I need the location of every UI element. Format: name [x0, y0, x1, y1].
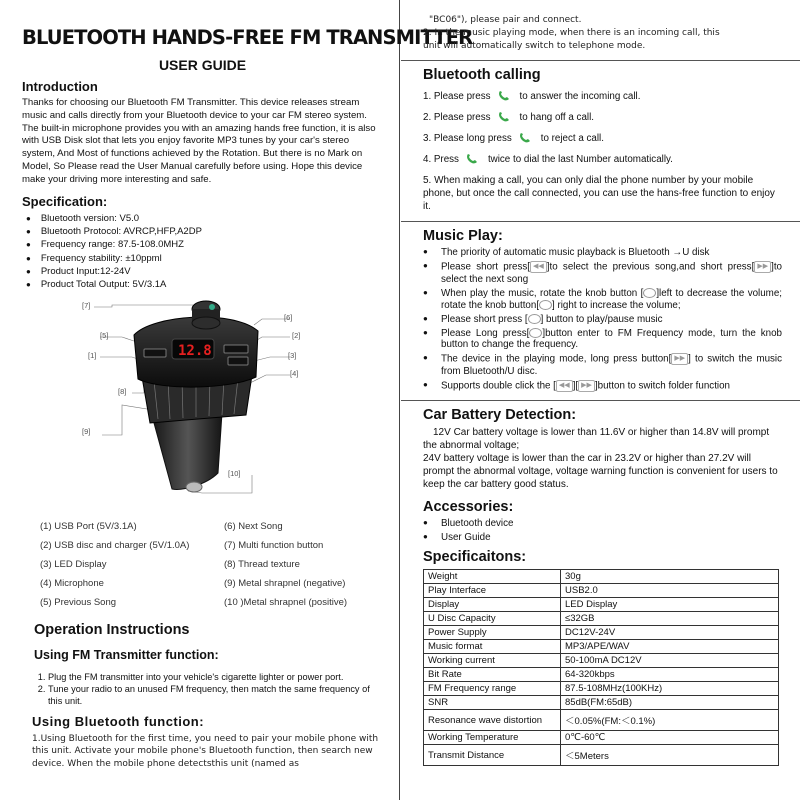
calling-text: 3. Please long press — [423, 132, 512, 144]
legend-item: (2) USB disc and charger (5V/1.0A) — [40, 539, 190, 551]
spec-name: Display — [424, 598, 561, 612]
spec-name: Music format — [424, 640, 561, 654]
table-row — [424, 612, 779, 626]
fm-steps-list — [22, 672, 383, 708]
spec-value: USB2.0 — [561, 584, 779, 598]
operation-instructions-heading: Operation Instructions — [34, 621, 190, 638]
legend-item: (1) USB Port (5V/3.1A) — [40, 520, 137, 532]
specifications-heading: Specificaitons: — [423, 549, 527, 566]
spec-name: U Disc Capacity — [424, 612, 561, 626]
spec-value: LED Display — [561, 598, 779, 612]
music-item — [423, 353, 782, 377]
music-text: ][ — [572, 380, 579, 392]
specification-list — [26, 212, 383, 291]
spec-item: ● Frequency stability: ±10ppml — [26, 252, 383, 265]
callout-3: [3] — [288, 350, 297, 360]
spec-value: 30g — [561, 570, 779, 584]
music-text: The priority of automatic music playback is Bluetooth →U disk — [441, 247, 710, 259]
callout-9: [9] — [82, 426, 91, 436]
battery-text-24v: 24V battery voltage is lower than the car in 23.2V or higher than 27.2V will prompt the abnormal voltage, voltage warning function is convenient for users to keep the car battery good status. — [423, 453, 778, 491]
callout-10: [10] — [228, 468, 241, 478]
introduction-text: Thanks for choosing our Bluetooth FM Transmitter. This device releases stream music and calls directly from your Bluetooth device to your car FM stereo system. The built-in microphone provides you with an amazing hands free function, it is also with USB Disk slot that lets you enjoy favorite MP3 tunes by your car's stereo system, And Most of functions achieved by the Rotation. But there is no Mark on Model, So Please read the User Manual carefully before using. Hope this device make your driving more interesting and safe. — [22, 97, 376, 185]
introduction-heading: Introduction — [22, 79, 98, 94]
table-row — [424, 640, 779, 654]
music-item — [423, 328, 782, 352]
music-text: ]to select the previous song,and short press[ — [546, 261, 755, 273]
text-line: "BC06"), please pair and connect. — [429, 15, 582, 25]
calling-item — [423, 90, 782, 102]
music-text: Please short press [ — [441, 313, 528, 325]
text-line: unit will automatically switch to telephone mode. — [423, 40, 646, 51]
spec-item: ● Bluetooth Protocol: AVRCP,HFP,A2DP — [26, 225, 383, 238]
music-text: When play the music, rotate the knob button [ — [441, 287, 644, 299]
calling-item — [423, 132, 782, 144]
parts-legend — [40, 521, 383, 608]
spec-value: ＜5Meters — [561, 745, 779, 766]
phone-icon — [465, 153, 479, 165]
music-text: ]button enter to FM Frequency mode, turn the knob button to change the frequency. — [441, 327, 783, 351]
music-text: Supports double click the [ — [441, 380, 556, 392]
bluetooth-calling-heading: Bluetooth calling — [423, 67, 541, 84]
accessory-item: ● User Guide — [423, 532, 782, 544]
calling-text: 1. Please press — [423, 90, 491, 102]
music-item — [423, 247, 782, 259]
calling-text: to hang off a call. — [519, 111, 594, 123]
music-text: The device in the playing mode, long press button[ — [441, 353, 672, 365]
spec-item: ● Frequency range: 87.5-108.0MHZ — [26, 238, 383, 251]
callout-8: [8] — [118, 386, 127, 396]
spec-name: Weight — [424, 570, 561, 584]
text-line: 2. In the music playing mode, when there is an incoming call, this — [423, 27, 720, 38]
next-song-icon: ▶▶ — [754, 261, 771, 273]
legend-item: (4) Microphone — [40, 577, 104, 589]
music-text: ]button to switch folder function — [594, 380, 730, 392]
calling-item — [423, 153, 782, 165]
legend-item: (10 )Metal shrapnel (positive) — [224, 596, 348, 608]
legend-item: (3) LED Display — [40, 558, 107, 570]
music-play-heading: Music Play: — [423, 228, 503, 245]
fm-transmitter-illustration — [22, 295, 384, 517]
spec-item: ● Bluetooth version: V5.0 — [26, 212, 383, 225]
legend-item: (6) Next Song — [224, 520, 283, 532]
table-row — [424, 696, 779, 710]
table-row — [424, 570, 779, 584]
spec-name: Power Supply — [424, 626, 561, 640]
spec-name: FM Frequency range — [424, 682, 561, 696]
music-text: Please short press[ — [441, 261, 530, 273]
table-row — [424, 745, 779, 766]
knob-icon — [643, 288, 656, 298]
spec-name: Play Interface — [424, 584, 561, 598]
music-item — [423, 288, 782, 312]
specification-heading: Specification: — [22, 194, 108, 210]
music-text: ]left to decrease the volume; rotate the knob button[ — [441, 287, 782, 311]
phone-icon — [497, 90, 511, 102]
table-row — [424, 668, 779, 682]
spec-item: ● Product Input:12-24V — [26, 265, 383, 278]
legend-item: (8) Thread texture — [224, 558, 300, 570]
legend-item: (7) Multi function button — [224, 539, 324, 551]
table-row — [424, 584, 779, 598]
next-song-icon: ▶▶ — [578, 380, 595, 392]
fm-step: 1. Plug the FM transmitter into your vehicle's cigarette lighter or power port. — [48, 672, 383, 684]
music-text: Please Long press[ — [441, 327, 530, 339]
fm-transmitter-heading: Using FM Transmitter function: — [34, 647, 219, 662]
music-item — [423, 261, 782, 285]
calling-text: 4. Press — [423, 153, 459, 165]
section-divider — [401, 400, 800, 401]
phone-icon — [497, 111, 511, 123]
calling-text: twice to dial the last Number automatically. — [487, 153, 673, 165]
document-title: BLUETOOTH HANDS-FREE FM TRANSMITTER — [22, 26, 473, 49]
music-text: ] right to increase the volume; — [552, 299, 681, 311]
music-text: ]to select the next song — [441, 261, 782, 285]
section-divider — [401, 60, 800, 61]
callout-4: [4] — [290, 368, 299, 378]
knob-icon — [528, 314, 541, 324]
music-item — [423, 314, 782, 326]
spec-value: 64-320kbps — [561, 668, 779, 682]
spec-name: Bit Rate — [424, 668, 561, 682]
calling-item — [423, 111, 782, 123]
spec-value: ＜0.05%(FM:＜0.1%) — [561, 710, 779, 731]
table-row — [424, 731, 779, 745]
spec-value: 50-100mA DC12V — [561, 654, 779, 668]
music-text: ] button to play/pause music — [540, 313, 663, 325]
bluetooth-function-text: 1.Using Bluetooth for the first time, you need to pair your mobile phone with this unit. Activate your mobile phone's Bluetooth function, then search new device. When the mobile phone detectsthis unit (named as — [32, 733, 379, 769]
spec-name: SNR — [424, 696, 561, 710]
music-text: ] to switch the music from Bluetooth/U disc. — [441, 353, 783, 377]
calling-list — [423, 90, 782, 165]
spec-value: 87.5-108MHz(100KHz) — [561, 682, 779, 696]
accessory-item: ● Bluetooth device — [423, 518, 782, 530]
table-row — [424, 654, 779, 668]
accessories-heading: Accessories: — [423, 499, 514, 516]
phone-icon — [518, 132, 532, 144]
spec-name: Transmit Distance — [424, 745, 561, 766]
product-diagram — [22, 295, 383, 517]
callout-7: [7] — [82, 300, 91, 310]
spec-name: Resonance wave distortion — [424, 710, 561, 731]
calling-text: 2. Please press — [423, 111, 491, 123]
user-guide-subtitle: USER GUIDE — [158, 57, 247, 73]
battery-detection-heading: Car Battery Detection: — [423, 407, 577, 424]
specifications-table — [423, 569, 779, 766]
table-row — [424, 626, 779, 640]
music-play-list — [423, 247, 782, 392]
spec-value: ≤32GB — [561, 612, 779, 626]
right-page — [401, 0, 800, 800]
fm-step: 2. Tune your radio to an unused FM frequency, then match the same frequency of this unit. — [48, 684, 383, 708]
calling-text: to reject a call. — [540, 132, 604, 144]
table-row — [424, 598, 779, 612]
knob-icon — [529, 328, 542, 338]
spec-value: MP3/APE/WAV — [561, 640, 779, 654]
spec-name: Working current — [424, 654, 561, 668]
legend-item: (5) Previous Song — [40, 596, 117, 608]
battery-text-12v: 12V Car battery voltage is lower than 11.6V or higher than 14.8V will prompt the abnormal voltage; — [423, 427, 770, 452]
spec-value: 85dB(FM:65dB) — [561, 696, 779, 710]
spec-value: DC12V-24V — [561, 626, 779, 640]
next-song-icon: ▶▶ — [671, 353, 688, 365]
led-display-value: 12.8 — [178, 342, 212, 359]
table-row — [424, 710, 779, 731]
spec-name: Working Temperature — [424, 731, 561, 745]
section-divider — [401, 221, 800, 222]
knob-icon — [539, 300, 552, 310]
previous-song-icon: ◀◀ — [530, 261, 547, 273]
pairing-continued-text — [423, 14, 782, 52]
music-item — [423, 380, 782, 393]
callout-6: [6] — [284, 312, 293, 322]
callout-1: [1] — [88, 350, 97, 360]
callout-5: [5] — [100, 330, 109, 340]
spec-value: 0℃-60℃ — [561, 731, 779, 745]
table-row — [424, 682, 779, 696]
previous-song-icon: ◀◀ — [556, 380, 573, 392]
calling-note: 5. When making a call, you can only dial the phone number by your mobile phone, but once the call connected, you can use the hans-free function to enjoy it. — [423, 175, 775, 213]
legend-item: (9) Metal shrapnel (negative) — [224, 577, 346, 589]
accessories-list — [423, 518, 782, 544]
callout-2: [2] — [292, 330, 301, 340]
bluetooth-function-heading: Using Bluetooth function: — [32, 713, 205, 729]
calling-text: to answer the incoming call. — [519, 90, 641, 102]
spec-item: ● Product Total Output: 5V/3.1A — [26, 278, 383, 291]
